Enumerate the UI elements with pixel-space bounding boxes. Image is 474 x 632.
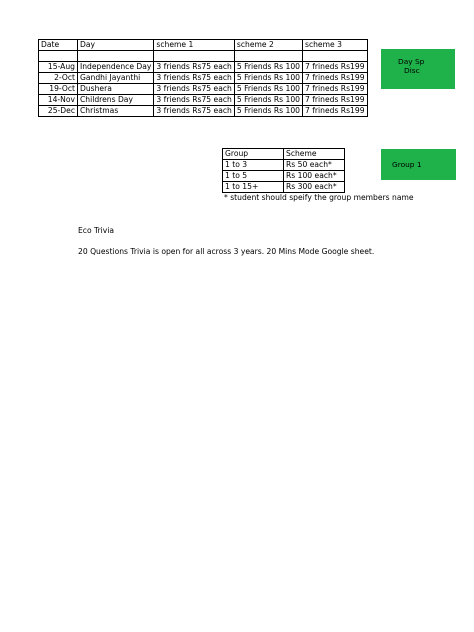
scheme-2-cell: 5 Friends Rs 100 [234,106,302,117]
scheme-1-cell: 3 friends Rs75 each [154,84,234,95]
table-row [39,106,368,117]
scheme-cell: Rs 50 each* [284,160,345,171]
scheme-3-cell: 7 frineds Rs199 [302,95,367,106]
scheme-2-cell: 5 Friends Rs 100 [234,73,302,84]
header-scheme-2: scheme 2 [234,40,302,51]
day-cell: Gandhi Jayanthi [78,73,154,84]
header-group: Group [223,149,284,160]
day-cell: Christmas [78,106,154,117]
day-cell: Childrens Day [78,95,154,106]
scheme-3-cell: 7 frineds Rs199 [302,84,367,95]
table-blank-row [39,51,368,62]
table-header-row [39,40,368,51]
group-members-note: * student should speify the group members name [224,193,414,202]
date-cell: 19-Oct [39,84,78,95]
header-day: Day [78,40,154,51]
table-row [223,160,345,171]
eco-trivia-description: 20 Questions Trivia is open for all across 3 years. 20 Mins Mode Google sheet. [78,247,375,256]
header-scheme: Scheme [284,149,345,160]
date-cell: 2-Oct [39,73,78,84]
scheme-2-cell: 5 Friends Rs 100 [234,62,302,73]
blank-cell [302,51,367,62]
date-cell: 15-Aug [39,62,78,73]
scheme-1-cell: 3 friends Rs75 each [154,95,234,106]
scheme-3-cell: 7 frineds Rs199 [302,73,367,84]
group-1-box [381,149,456,180]
table-row [39,84,368,95]
header-scheme-1: scheme 1 [154,40,234,51]
blank-cell [234,51,302,62]
group-scheme-table [222,148,345,193]
header-date: Date [39,40,78,51]
header-scheme-3: scheme 3 [302,40,367,51]
blank-cell [154,51,234,62]
scheme-cell: Rs 100 each* [284,171,345,182]
table-row [223,182,345,193]
table-row [39,95,368,106]
day-cell: Dushera [78,84,154,95]
blank-cell [39,51,78,62]
blank-cell [78,51,154,62]
scheme-2-cell: 5 Friends Rs 100 [234,95,302,106]
table-row [39,62,368,73]
scheme-1-cell: 3 friends Rs75 each [154,106,234,117]
scheme-1-cell: 3 friends Rs75 each [154,73,234,84]
table-row [39,73,368,84]
group-box-label: Group 1 [392,160,422,169]
table-row [223,171,345,182]
group-cell: 1 to 3 [223,160,284,171]
day-box-line-1: Day Sp [398,57,425,66]
date-cell: 14-Nov [39,95,78,106]
day-special-discount-box [381,49,455,89]
scheme-3-cell: 7 frineds Rs199 [302,62,367,73]
scheme-3-cell: 7 frineds Rs199 [302,106,367,117]
table-header-row [223,149,345,160]
scheme-2-cell: 5 Friends Rs 100 [234,84,302,95]
group-cell: 1 to 15+ [223,182,284,193]
date-cell: 25-Dec [39,106,78,117]
eco-trivia-title: Eco Trivia [78,226,115,235]
day-box-line-2: Disc [404,66,420,75]
scheme-cell: Rs 300 each* [284,182,345,193]
festival-scheme-table [38,39,368,117]
group-cell: 1 to 5 [223,171,284,182]
scheme-1-cell: 3 friends Rs75 each [154,62,234,73]
day-cell: Independence Day [78,62,154,73]
